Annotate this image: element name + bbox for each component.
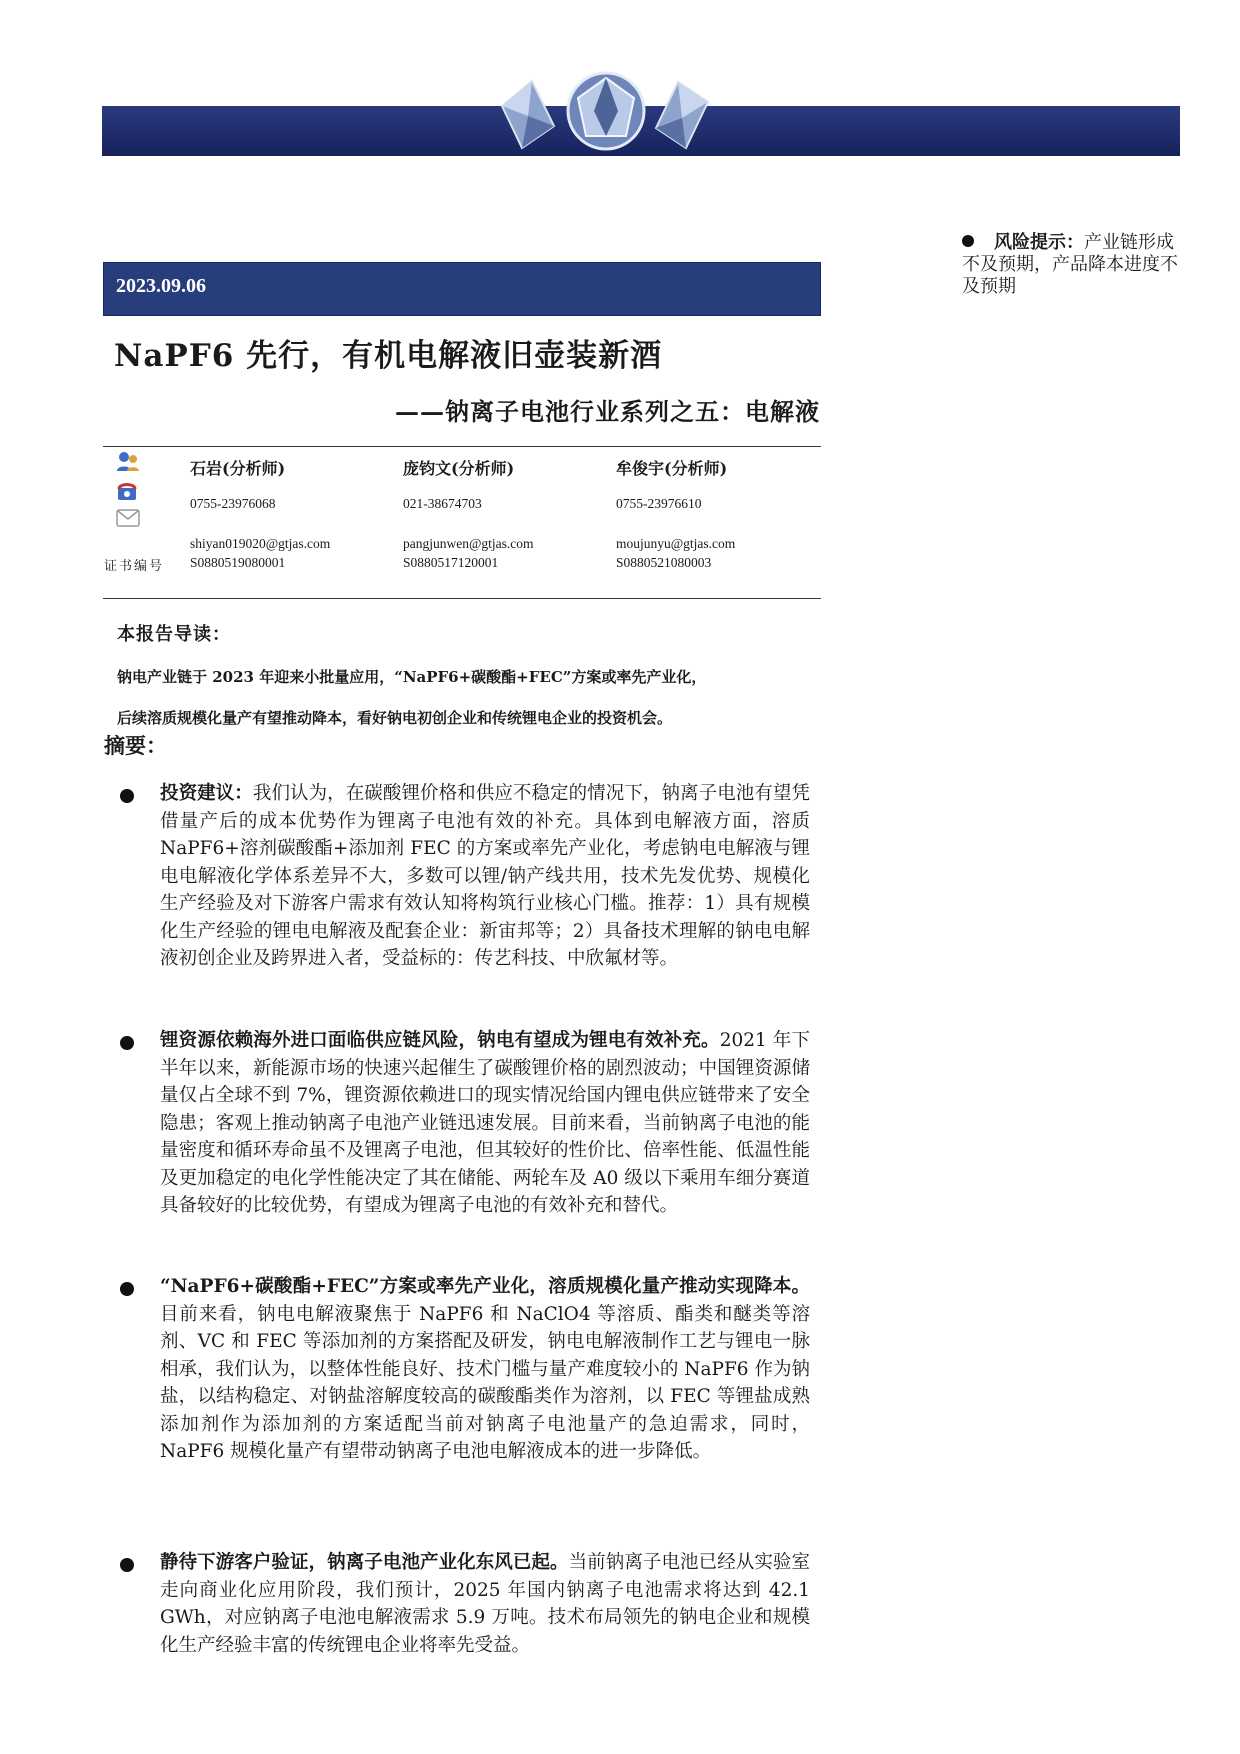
analyst-phone: 0755-23976068 xyxy=(190,496,276,511)
paragraph-lead: 静待下游客户验证，钠离子电池产业化东风已起。 xyxy=(160,1552,569,1573)
divider xyxy=(103,446,821,447)
risk-note xyxy=(962,232,1180,298)
bullet-icon xyxy=(120,1036,134,1050)
phone-icon xyxy=(116,482,138,502)
risk-text: 产业链形成不及预期，产品降本进度不及预期 xyxy=(962,232,1178,297)
person-icon xyxy=(116,450,140,472)
report-date: 2023.09.06 xyxy=(116,275,206,297)
analyst-cert: S0880519080001 xyxy=(190,555,286,570)
divider xyxy=(103,598,821,599)
analyst-email[interactable]: shiyan019020@gtjas.com xyxy=(190,536,331,551)
summary-paragraph xyxy=(160,1549,810,1659)
report-subtitle: ——钠离子电池行业系列之五：电解液 xyxy=(395,397,820,426)
analyst-card xyxy=(616,456,816,572)
mail-icon xyxy=(116,508,140,528)
diamond-ornament-right xyxy=(648,66,718,156)
guide-line: 钠电产业链于 2023 年迎来小批量应用，“NaPF6+碳酸酯+FEC”方案或率先产业化， xyxy=(117,668,707,686)
paragraph-text: 当前钠离子电池已经从实验室走向商业化应用阶段，我们预计，2025 年国内钠离子电池需求将达到 42.1 GWh，对应钠离子电池电解液需求 5.9 万吨。技术布局领先的钠电企业和规模化生产经验丰富的传统锂电企业将率先受益。 xyxy=(160,1552,810,1656)
analyst-card xyxy=(403,456,603,572)
analyst-name: 石岩(分析师) xyxy=(190,459,286,478)
bullet-icon xyxy=(120,1282,134,1296)
paragraph-text: 我们认为，在碳酸锂价格和供应不稳定的情况下，钠离子电池有望凭借量产后的成本优势作为锂离子电池有效的补充。具体到电解液方面，溶质 NaPF6+溶剂碳酸酯+添加剂 FEC 的方案或率先产业化，考虑钠电电解液与锂电电解液化学体系差异不大，多数可以锂/钠产线共用，技术先发优势、规模化生产经验及对下游客户需求有效认知将构筑行业核心门槛。推荐：1）具有规模化生产经验的锂电电解液及配套企业：新宙邦等；2）具备技术理解的钠电电解液初创企业及跨界进入者，受益标的：传艺科技、中欣氟材等。 xyxy=(160,783,810,969)
guide-heading: 本报告导读： xyxy=(117,624,231,645)
paragraph-lead: 锂资源依赖海外进口面临供应链风险，钠电有望成为锂电有效补充。 xyxy=(160,1030,720,1051)
analyst-name: 牟俊宇(分析师) xyxy=(616,459,728,478)
risk-lead: 风险提示： xyxy=(994,232,1084,253)
paragraph-lead: “NaPF6+碳酸酯+FEC”方案或率先产业化，溶质规模化量产推动实现降本。 xyxy=(160,1276,810,1297)
analyst-phone: 021-38674703 xyxy=(403,496,482,511)
guide-line: 后续溶质规模化量产有望推动降本，看好钠电初创企业和传统锂电企业的投资机会。 xyxy=(117,709,673,727)
diamond-ornament-center xyxy=(556,66,656,156)
analyst-card xyxy=(190,456,390,572)
cert-label: 证书编号 xyxy=(104,559,165,574)
bullet-icon xyxy=(962,235,974,247)
analyst-email[interactable]: pangjunwen@gtjas.com xyxy=(403,536,534,551)
paragraph-text: 2021 年下半年以来，新能源市场的快速兴起催生了碳酸锂价格的剧烈波动；中国锂资源储量仅占全球不到 7%，锂资源依赖进口的现实情况给国内锂电供应链带来了安全隐患；客观上推动钠离子电池产业链迅速发展。目前来看，当前钠离子电池的能量密度和循环寿命虽不及锂离子电池，但其较好的性价比、倍率性能、低温性能及更加稳定的电化学性能决定了其在储能、两轮车及 A0 级以下乘用车细分赛道具备较好的比较优势，有望成为锂离子电池的有效补充和替代。 xyxy=(160,1030,810,1216)
bullet-icon xyxy=(120,1558,134,1572)
summary-paragraph xyxy=(160,1027,810,1220)
analyst-email[interactable]: moujunyu@gtjas.com xyxy=(616,536,736,551)
analyst-cert: S0880521080003 xyxy=(616,555,712,570)
analyst-name: 庞钧文(分析师) xyxy=(403,459,515,478)
summary-heading: 摘要： xyxy=(104,733,167,758)
date-bar xyxy=(103,262,821,316)
paragraph-lead: 投资建议： xyxy=(160,783,253,804)
diamond-ornament-left xyxy=(492,66,562,156)
paragraph-text: 目前来看，钠电电解液聚焦于 NaPF6 和 NaClO4 等溶质、酯类和醚类等溶剂、VC 和 FEC 等添加剂的方案搭配及研发，钠电电解液制作工艺与锂电一脉相承，我们认为，以整体性能良好、技术门槛与量产难度较小的 NaPF6 作为钠盐，以结构稳定、对钠盐溶解度较高的碳酸酯类作为溶剂，以 FEC 等锂盐成熟添加剂作为添加剂的方案适配当前对钠离子电池量产的急迫需求，同时，NaPF6 规模化量产有望带动钠离子电池电解液成本的进一步降低。 xyxy=(160,1303,810,1462)
analyst-phone: 0755-23976610 xyxy=(616,496,702,511)
bullet-icon xyxy=(120,789,134,803)
analyst-cert: S0880517120001 xyxy=(403,555,499,570)
summary-paragraph xyxy=(160,780,810,973)
summary-paragraph xyxy=(160,1273,810,1466)
report-title: NaPF6 先行，有机电解液旧壶装新酒 xyxy=(114,338,663,374)
